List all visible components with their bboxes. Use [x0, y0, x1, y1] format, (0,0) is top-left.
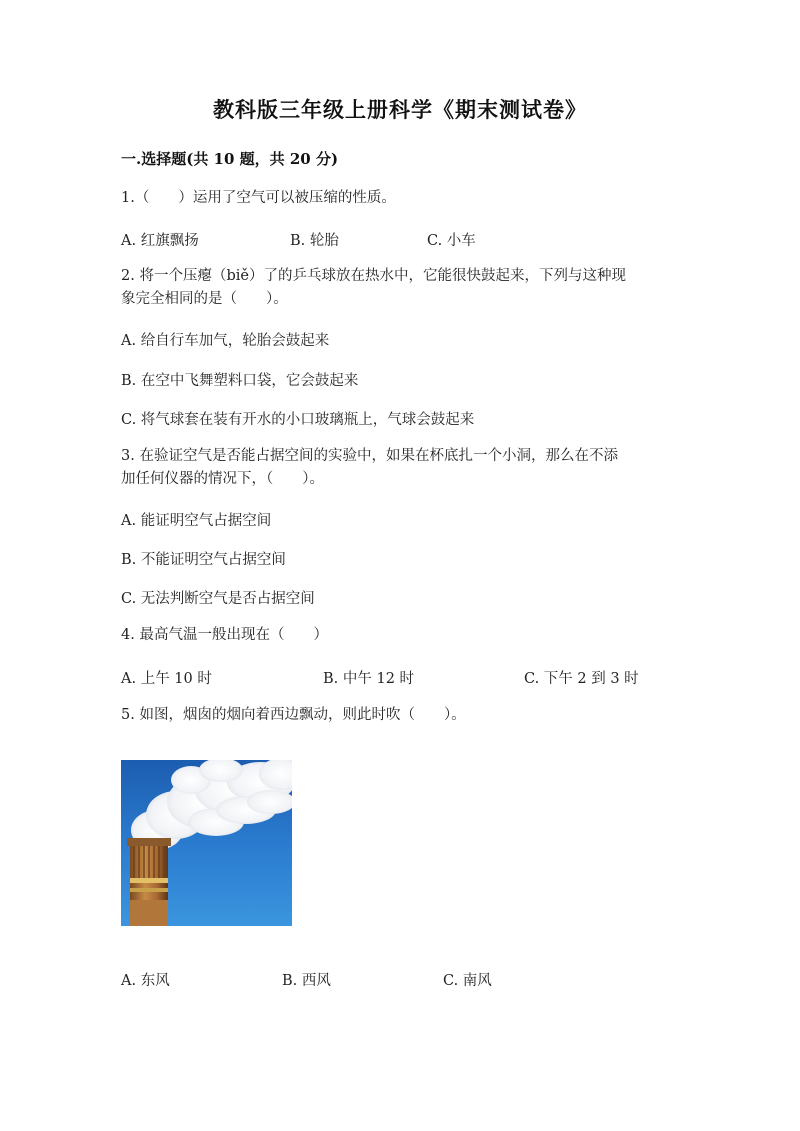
question-2-option-b: B. 在空中飞舞塑料口袋，它会鼓起来 [121, 373, 359, 389]
question-2-stem-line-2: 象完全相同的是（ ）。 [121, 291, 288, 307]
question-3-stem-line-1: 3. 在验证空气是否能占据空间的实验中，如果在杯底扎一个小洞，那么在不添 [121, 448, 618, 464]
question-5-stem: 5. 如图，烟囱的烟向着西边飘动，则此时吹（ ）。 [121, 707, 466, 723]
question-2-option-c: C. 将气球套在装有开水的小口玻璃瓶上，气球会鼓起来 [121, 412, 475, 428]
question-5-option-a: A. 东风 [121, 973, 170, 989]
question-1-option-b: B. 轮胎 [290, 233, 339, 249]
question-3-option-b: B. 不能证明空气占据空间 [121, 552, 286, 568]
question-5-option-b: B. 西风 [282, 973, 331, 989]
question-4-stem: 4. 最高气温一般出现在（ ） [121, 627, 328, 643]
section-title: 一.选择题(共 10 题，共 20 分) [121, 150, 339, 168]
question-3-option-a: A. 能证明空气占据空间 [121, 513, 272, 529]
question-1-stem: 1.（ ）运用了空气可以被压缩的性质。 [121, 190, 396, 206]
question-4-option-c: C. 下午 2 到 3 时 [524, 671, 639, 687]
question-3-option-c: C. 无法判断空气是否占据空间 [121, 591, 315, 607]
question-4-option-a: A. 上午 10 时 [121, 671, 212, 687]
question-4-option-b: B. 中午 12 时 [323, 671, 415, 687]
question-5-option-c: C. 南风 [443, 973, 492, 989]
question-2-stem-line-1: 2. 将一个压瘪（biě）了的乒乓球放在热水中，它能很快鼓起来，下列与这种现 [121, 268, 626, 284]
question-1-option-a: A. 红旗飘扬 [121, 233, 199, 249]
question-1-option-c: C. 小车 [427, 233, 476, 249]
question-2-option-a: A. 给自行车加气，轮胎会鼓起来 [121, 333, 330, 349]
question-3-stem-line-2: 加任何仪器的情况下，（ ）。 [121, 471, 324, 487]
chimney-smoke-photo [121, 760, 292, 926]
page-title: 教科版三年级上册科学《期末测试卷》 [213, 97, 587, 122]
